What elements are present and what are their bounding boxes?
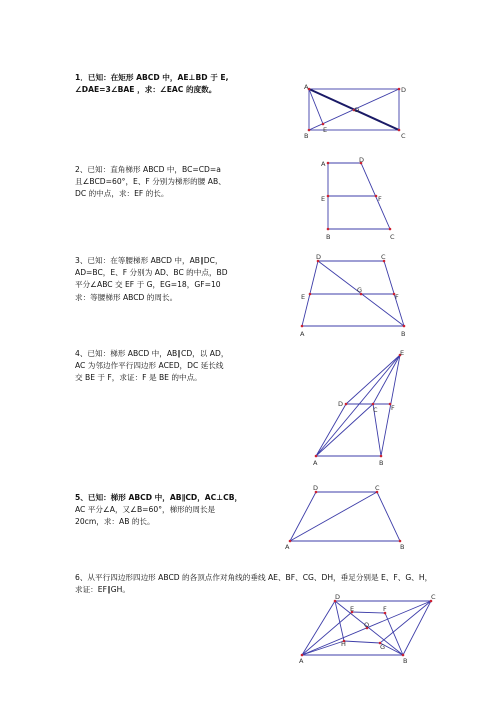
fig3-trapezoid: [302, 261, 404, 326]
fig4-trapezoid: [316, 404, 381, 456]
fig6-label-a: A: [299, 657, 304, 665]
fig6-label-b: B: [403, 657, 408, 665]
fig6-perp-cg: [380, 601, 431, 643]
fig2-label-c: C: [390, 233, 395, 241]
problem-4-line-2: AC 为邻边作平行四边形 ACED，DC 延长线: [75, 361, 224, 371]
fig2-label-b: B: [326, 233, 331, 241]
fig1-label-b: B: [304, 132, 309, 140]
fig6-label-g: G: [380, 643, 386, 651]
problem-6-line-2: 求证：EF∥GH。: [75, 585, 130, 595]
fig6-label-c: C: [431, 593, 436, 601]
fig6-perp-ae: [302, 612, 352, 655]
fig1-label-e: E: [323, 126, 328, 134]
fig5-label-c: C: [375, 484, 380, 492]
fig4-label-d: D: [338, 400, 344, 408]
problem-3-line-4: 求：等腰梯形 ABCD 的周长。: [75, 292, 178, 302]
fig3-label-d: D: [316, 253, 322, 261]
fig6-segment-ah: [302, 641, 344, 655]
problem-4-line-3: 交 BE 于 F，求证：F 是 BE 的中点。: [75, 373, 202, 383]
fig1-label-a: A: [304, 83, 309, 91]
fig6-label-d: D: [335, 593, 341, 601]
problem-6-line-1: 6、从平行四边形四边形 ABCD 的各顶点作对角线的垂线 AE、BF、CG、DH，垂足分别是 E、F、G、H，: [75, 573, 433, 582]
problem-1-line-2: ∠DAE=3∠BAE ，求：∠EAC 的度数。: [75, 85, 217, 95]
fig2-label-f: F: [378, 195, 382, 203]
figure-4: [316, 355, 400, 456]
problem-1-line-1: 1．已知：在矩形 ABCD 中，AE⊥BD 于 E,: [75, 73, 229, 82]
problem-5-line-3: 20cm，求：AB 的长。: [75, 517, 155, 527]
fig6-label-o: O: [364, 621, 370, 629]
fig1-label-c: C: [401, 132, 406, 140]
problem-5-line-1: 5、已知：梯形 ABCD 中，AB∥CD，AC⊥CB，: [75, 493, 243, 502]
points: [289, 88, 433, 657]
fig4-label-a: A: [313, 459, 318, 467]
fig4-label-f: F: [391, 404, 395, 412]
problem-3-line-3: 平分∠ABC 交 EF 于 G，EG=18，GF=10: [75, 280, 221, 290]
fig3-label-g: G: [357, 286, 363, 294]
fig3-label-b: B: [401, 330, 406, 338]
figure-3: [302, 261, 404, 326]
fig6-segment-ef: [352, 612, 385, 613]
problem-4-line-1: 4、已知：梯形 ABCD 中，AB∥CD，以 AD，: [75, 349, 229, 358]
fig4-segment-ae: [316, 355, 400, 456]
fig5-label-d: D: [313, 484, 319, 492]
problem-2-line-3: DC 的中点，求：EF 的长。: [75, 189, 169, 199]
fig4-segment-ce: [373, 355, 400, 404]
fig5-label-a: A: [285, 543, 290, 551]
fig5-trapezoid: [290, 492, 400, 541]
problem-2-line-1: 2、已知：直角梯形 ABCD 中，BC=CD=a: [75, 165, 221, 174]
fig6-perp-bf: [385, 613, 403, 655]
fig4-label-e: E: [400, 349, 405, 357]
figure-5: [290, 492, 400, 541]
fig6-label-e: E: [350, 605, 355, 613]
fig4-label-b: B: [379, 459, 384, 467]
fig6-label-f: F: [383, 605, 387, 613]
fig1-label-d: D: [401, 86, 407, 94]
fig5-label-b: B: [400, 543, 405, 551]
figure-labels: [285, 83, 436, 665]
fig4-label-c: C: [373, 406, 378, 414]
problem-2-line-2: 且∠BCD=60°，E、F 分别为梯形的腰 AB、: [75, 177, 226, 187]
fig1-label-o: O: [354, 106, 360, 114]
problem-5-line-2: AC 平分∠A，又∠B=60°，梯形的周长是: [75, 505, 216, 515]
problem-3-line-2: AD=BC，E、F 分别为 AD、BC 的中点，BD: [75, 268, 228, 278]
fig4-segment-ac: [316, 404, 373, 456]
fig2-label-e: E: [321, 195, 326, 203]
fig3-label-a: A: [300, 330, 305, 338]
fig6-label-h: H: [341, 640, 346, 648]
fig3-label-e: E: [301, 293, 306, 301]
problem-3-line-1: 3、已知：在等腰梯形 ABCD 中，AB∥DC，: [75, 256, 223, 265]
fig6-segment-gh: [344, 641, 380, 643]
fig3-label-c: C: [381, 253, 386, 261]
fig2-label-a: A: [321, 160, 326, 168]
fig3-label-f: F: [395, 293, 399, 301]
fig2-label-d: D: [359, 156, 365, 164]
